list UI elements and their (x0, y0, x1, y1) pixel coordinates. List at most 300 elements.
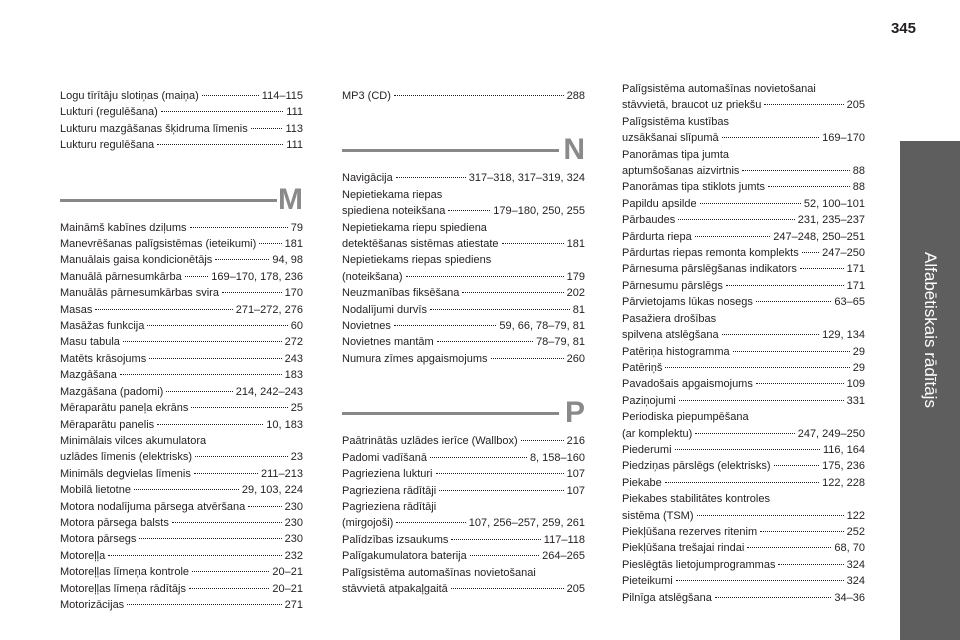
index-term: Motora pārsega balsts (60, 516, 169, 529)
index-term: Pieslēgtās lietojumprogrammas (622, 558, 776, 571)
index-entry (622, 426, 865, 442)
index-term: Pārdurta riepa (622, 230, 692, 243)
dot-leader (396, 522, 465, 523)
index-pages: 113 (285, 122, 303, 135)
dot-leader (161, 111, 283, 112)
index-entry (622, 376, 865, 392)
index-term: Pilnīga atslēgšana (622, 591, 712, 604)
index-pages: 264–265 (542, 550, 585, 563)
index-entry (622, 393, 865, 409)
index-pages: 170 (284, 287, 303, 300)
index-term: Motora pārsegs (60, 533, 137, 546)
index-pages: 25 (290, 402, 303, 415)
dot-leader (697, 515, 844, 516)
index-entry-first-line: Palīgsistēma kustības (622, 115, 729, 128)
index-entry (60, 302, 303, 318)
index-term: stāvvietā, braucot uz priekšu (622, 99, 762, 112)
index-pages: 63–65 (834, 296, 865, 309)
dot-leader (722, 334, 820, 335)
index-entry (622, 344, 865, 360)
index-pages: 231, 235–237 (797, 214, 865, 227)
index-entry (60, 334, 303, 350)
index-entry (342, 466, 585, 482)
dot-leader (437, 341, 533, 342)
index-pages: 181 (284, 238, 303, 251)
index-pages: 211–213 (260, 467, 303, 480)
index-term: Numura zīmes apgaismojums (342, 352, 488, 365)
index-entry (622, 130, 865, 146)
index-section-l (60, 88, 303, 154)
index-pages: 29 (852, 345, 865, 358)
index-entry (622, 458, 865, 474)
index-term: Minimāls degvielas līmenis (60, 467, 191, 480)
index-pages: 114–115 (261, 90, 303, 102)
index-term: (noteikšana) (342, 270, 403, 283)
index-entry (60, 531, 303, 547)
index-pages: 107 (566, 468, 585, 481)
index-entry (342, 450, 585, 466)
index-pages: 68, 70 (834, 542, 865, 555)
index-entry (342, 285, 585, 301)
index-entry-first-line: Palīgsistēma automašīnas novietošanai (342, 566, 536, 579)
dot-leader (190, 227, 288, 228)
letter-rule (342, 412, 559, 415)
index-term: Novietnes (342, 320, 391, 333)
letter-rule (342, 149, 559, 152)
index-pages: 20–21 (272, 566, 303, 579)
index-entry (622, 327, 865, 343)
index-pages: 78–79, 81 (536, 336, 585, 349)
index-column-2 (342, 88, 585, 601)
index-term: Mēraparātu panelis (60, 418, 155, 431)
index-term: Piekļūšana rezerves ritenim (622, 525, 758, 538)
index-entry (622, 590, 865, 606)
index-pages: 243 (284, 352, 303, 365)
index-term: Masāžas funkcija (60, 320, 145, 333)
index-entry (342, 302, 585, 318)
index-entry (622, 261, 865, 277)
index-pages: 34–36 (834, 591, 865, 604)
dot-leader (695, 236, 771, 237)
index-pages: 324 (846, 558, 865, 571)
index-term: uzsākšanai slīpumā (622, 132, 719, 145)
index-term: Paziņojumi (622, 394, 676, 407)
index-term: Nodalījumi durvīs (342, 303, 427, 316)
index-pages: 247, 249–250 (797, 427, 865, 440)
index-term: Palīgakumulatora baterija (342, 550, 467, 563)
index-entry (622, 524, 865, 540)
index-term: Papildu apsilde (622, 197, 697, 210)
index-pages: 230 (284, 516, 303, 529)
index-section-p (342, 433, 585, 597)
index-entry-first-line: Nepietiekama riepu spiediena (342, 221, 487, 234)
index-pages: 272 (284, 336, 303, 349)
letter-rule (60, 199, 277, 202)
index-pages: 175, 236 (822, 460, 865, 473)
index-column-1 (60, 88, 303, 617)
dot-leader (678, 219, 794, 220)
index-pages: 107 (566, 484, 585, 497)
index-entry (342, 515, 585, 531)
index-entry (60, 417, 303, 433)
dot-leader (191, 407, 287, 408)
dot-leader (172, 522, 282, 523)
index-entry (622, 97, 865, 113)
index-entry (60, 515, 303, 531)
index-entry (622, 442, 865, 458)
index-term: Motoreļļa (60, 549, 106, 562)
dot-leader (394, 95, 564, 96)
side-tab-label: Alfabētiskais rādītājs (921, 252, 940, 408)
index-entry-first-line: Periodiska piepumpēšana (622, 411, 749, 424)
dot-leader (733, 351, 850, 352)
index-term: Motora nodalījuma pārsega atvēršana (60, 500, 246, 513)
index-term: Patēriņa histogramma (622, 345, 730, 358)
dot-leader (95, 309, 232, 310)
index-term: Lukturu regulēšana (60, 139, 155, 152)
dot-leader (747, 547, 831, 548)
dot-leader (166, 391, 232, 392)
dot-leader (396, 177, 466, 178)
dot-leader (491, 358, 564, 359)
dot-leader (406, 276, 564, 277)
index-term: Piederumi (622, 443, 672, 456)
index-entry (622, 163, 865, 179)
index-term: Novietnes mantām (342, 336, 434, 349)
index-term: Pārdurtas riepas remonta komplekts (622, 247, 799, 260)
dot-leader (120, 374, 282, 375)
dot-leader (123, 341, 282, 342)
index-entry (60, 581, 303, 597)
letter-n: N (563, 133, 585, 167)
letter-p: P (564, 396, 585, 430)
index-entry-first-line: Palīgsistēma automašīnas novietošanai (622, 83, 816, 95)
index-pages: 252 (846, 525, 865, 538)
index-term: Piekabe (622, 476, 662, 489)
index-pages: 230 (284, 500, 303, 513)
index-pages: 60 (290, 320, 303, 333)
index-pages: 94, 98 (272, 254, 303, 267)
index-pages: 331 (846, 394, 865, 407)
dot-leader (502, 243, 564, 244)
dot-leader (722, 137, 820, 138)
index-entry (622, 278, 865, 294)
index-entry (60, 121, 303, 137)
dot-leader (470, 555, 539, 556)
index-section-n (342, 170, 585, 367)
index-entry (342, 170, 585, 186)
letter-m: M (278, 182, 303, 216)
index-pages: 107, 256–257, 259, 261 (468, 517, 585, 530)
dot-leader (764, 104, 843, 105)
dot-leader (157, 424, 263, 425)
index-term: Paātrinātās uzlādes ierīce (Wallbox) (342, 435, 518, 448)
index-term: Piekļūšana trešajai rindai (622, 542, 745, 555)
index-pages: 232 (284, 549, 303, 562)
index-entry (60, 466, 303, 482)
index-pages: 179–180, 250, 255 (493, 205, 585, 218)
dot-leader (157, 144, 283, 145)
dot-leader (675, 449, 820, 450)
index-section-p-continued (622, 81, 865, 606)
index-pages: 109 (846, 378, 865, 391)
index-entry (60, 449, 303, 465)
index-term: Navigācija (342, 172, 393, 185)
index-term: Manuālā pārnesumkārba (60, 270, 182, 283)
dot-leader (430, 457, 527, 458)
index-entry (60, 400, 303, 416)
dot-leader (802, 252, 819, 253)
dot-leader (676, 580, 844, 581)
index-term: Patēriņš (622, 361, 663, 374)
index-entry-first-line: Pagrieziena rādītāji (342, 500, 437, 513)
index-pages: 23 (290, 451, 303, 464)
index-pages: 247–248, 250–251 (773, 230, 865, 243)
index-term: aptumšošanas aizvirtnis (622, 165, 740, 178)
dot-leader (439, 490, 563, 491)
index-term: Pārnesuma pārslēgšanas indikators (622, 263, 797, 276)
index-pages: 122 (846, 509, 865, 522)
index-pages: 59, 66, 78–79, 81 (499, 320, 585, 333)
index-term: spilvena atslēgšana (622, 329, 719, 342)
index-term: detektēšanas sistēmas atiestate (342, 238, 499, 251)
index-pages: 205 (566, 582, 585, 595)
index-entry (60, 318, 303, 334)
index-entry (622, 557, 865, 573)
index-pages: 122, 228 (822, 476, 865, 489)
index-entry-first-line: Pasažiera drošības (622, 312, 717, 325)
index-entry (342, 334, 585, 350)
page-number: 345 (890, 20, 916, 37)
index-entry (622, 540, 865, 556)
index-entry (342, 236, 585, 252)
dot-leader (451, 588, 564, 589)
dot-leader (248, 506, 281, 507)
dot-leader (194, 473, 258, 474)
index-term: Matēts krāsojums (60, 352, 147, 365)
index-term: (mirgojoši) (342, 517, 394, 530)
index-pages: 52, 100–101 (803, 197, 865, 210)
dot-leader (436, 473, 564, 474)
index-pages: 171 (846, 263, 865, 276)
index-term: Pārbaudes (622, 214, 676, 227)
index-entry (342, 483, 585, 499)
index-term: Mēraparātu paneļa ekrāns (60, 402, 189, 415)
index-entry (622, 360, 865, 376)
index-term: Pārvietojams lūkas nosegs (622, 296, 753, 309)
dot-leader (139, 538, 281, 539)
index-entry-first-line: Nepietiekama riepas (342, 188, 443, 201)
index-entry (342, 88, 585, 104)
index-entry (60, 137, 303, 153)
dot-leader (147, 325, 287, 326)
index-entry (60, 351, 303, 367)
dot-leader (760, 531, 844, 532)
index-pages: 202 (566, 287, 585, 300)
index-pages: 111 (286, 106, 303, 119)
index-entry (342, 581, 585, 597)
dot-leader (189, 588, 269, 589)
index-term: spiediena noteikšana (342, 205, 446, 218)
index-term: Pārnesumu pārslēgs (622, 279, 723, 292)
index-pages: 169–170 (822, 132, 865, 145)
index-entry (342, 351, 585, 367)
index-term: Motoreļļas līmeņa rādītājs (60, 582, 186, 595)
dot-leader (215, 259, 269, 260)
index-term: Pieteikumi (622, 575, 673, 588)
dot-leader (127, 604, 281, 605)
index-entry (60, 252, 303, 268)
index-entry-first-line: Minimālais vilces akumulatora (60, 434, 207, 447)
index-entry (342, 269, 585, 285)
index-term: Lukturi (regulēšana) (60, 106, 158, 119)
dot-leader (665, 482, 819, 483)
dot-leader (192, 571, 269, 572)
index-pages: 214, 242–243 (235, 385, 303, 398)
index-pages: 288 (566, 90, 585, 102)
index-entry (60, 236, 303, 252)
index-entry-first-line: Nepietiekams riepas spiediens (342, 254, 492, 267)
index-pages: 29, 103, 224 (241, 484, 303, 497)
index-entry (60, 269, 303, 285)
index-entry (622, 573, 865, 589)
index-term: Piedziņas pārslēgs (elektrisks) (622, 460, 771, 473)
index-entry (60, 220, 303, 236)
index-entry (60, 597, 303, 613)
index-pages: 179 (566, 270, 585, 283)
index-term: Maināmš kabīnes dziļums (60, 221, 187, 234)
index-entry (622, 508, 865, 524)
dot-leader (195, 456, 288, 457)
index-term: Manevrēšanas palīgsistēmas (ieteikumi) (60, 238, 257, 251)
index-term: Manuālās pārnesumkārbas svira (60, 287, 219, 300)
index-term: MP3 (CD) (342, 90, 391, 102)
index-column-3 (622, 81, 865, 610)
index-term: Pagrieziena lukturi (342, 468, 433, 481)
index-term: Masas (60, 303, 93, 316)
dot-leader (451, 539, 540, 540)
dot-leader (768, 186, 850, 187)
index-entry (60, 384, 303, 400)
index-term: (ar komplektu) (622, 427, 693, 440)
index-pages: 111 (286, 139, 303, 152)
index-term: Mazgāšana (padomi) (60, 385, 164, 398)
index-entry (60, 285, 303, 301)
index-pages: 129, 134 (822, 329, 865, 342)
dot-leader (259, 243, 281, 244)
index-term: sistēma (TSM) (622, 509, 694, 522)
dot-leader (700, 203, 801, 204)
index-pages: 81 (572, 303, 585, 316)
index-pages: 216 (566, 435, 585, 448)
dot-leader (742, 170, 849, 171)
dot-leader (222, 292, 282, 293)
index-term: Motorizācijas (60, 598, 125, 611)
index-term: uzlādes līmenis (elektrisks) (60, 451, 193, 464)
index-term: stāvvietā atpakaļgaitā (342, 582, 448, 595)
index-term: Manuālais gaisa kondicionētājs (60, 254, 213, 267)
index-pages: 247–250 (822, 247, 865, 260)
dot-leader (726, 285, 844, 286)
index-pages: 171 (846, 279, 865, 292)
index-pages: 169–170, 178, 236 (211, 270, 303, 283)
index-term: Pagrieziena rādītāji (342, 484, 437, 497)
dot-leader (108, 555, 281, 556)
index-pages: 117–118 (543, 533, 585, 546)
index-term: Panorāmas tipa stiklots jumts (622, 181, 766, 194)
dot-leader (715, 597, 832, 598)
index-pages: 230 (284, 533, 303, 546)
index-term: Padomi vadīšanā (342, 451, 427, 464)
index-term: Palīdzības izsaukums (342, 533, 449, 546)
dot-leader (134, 489, 239, 490)
index-pages: 8, 158–160 (529, 451, 585, 464)
index-entry (622, 229, 865, 245)
index-term: Logu tīrītāju slotiņas (maiņa) (60, 90, 199, 102)
index-pages: 183 (284, 369, 303, 382)
letter-header-m (60, 180, 303, 220)
dot-leader (756, 301, 832, 302)
dot-leader (756, 383, 844, 384)
dot-leader (394, 325, 496, 326)
index-pages: 10, 183 (266, 418, 303, 431)
index-entry (342, 318, 585, 334)
index-term: Motoreļļas līmeņa kontrole (60, 566, 190, 579)
index-entry-first-line: Piekabes stabilitātes kontroles (622, 493, 770, 506)
index-section-m (60, 220, 303, 614)
dot-leader (251, 128, 283, 129)
dot-leader (448, 210, 490, 211)
index-entry (622, 475, 865, 491)
index-term: Neuzmanības fiksēšana (342, 287, 460, 300)
index-entry (60, 564, 303, 580)
index-pages: 260 (566, 352, 585, 365)
dot-leader (462, 292, 563, 293)
index-entry (622, 179, 865, 195)
index-entry-first-line: Panorāmas tipa jumta (622, 148, 729, 161)
index-pages: 88 (852, 181, 865, 194)
index-entry (342, 548, 585, 564)
index-pages: 205 (846, 99, 865, 112)
index-entry (622, 245, 865, 261)
dot-leader (185, 276, 209, 277)
index-entry (60, 482, 303, 498)
index-entry (622, 212, 865, 228)
index-entry (342, 532, 585, 548)
index-pages: 29 (852, 361, 865, 374)
index-entry (342, 433, 585, 449)
index-pages: 88 (852, 165, 865, 178)
dot-leader (774, 465, 820, 466)
index-section-mp3 (342, 88, 585, 104)
dot-leader (430, 309, 570, 310)
index-pages: 79 (290, 221, 303, 234)
index-pages: 317–318, 317–319, 324 (468, 172, 585, 185)
index-entry (622, 196, 865, 212)
index-pages: 20–21 (272, 582, 303, 595)
index-entry (622, 294, 865, 310)
index-term: Lukturu mazgāšanas šķidruma līmenis (60, 122, 248, 135)
dot-leader (695, 433, 794, 434)
index-pages: 181 (566, 238, 585, 251)
index-entry (60, 499, 303, 515)
index-pages: 271 (284, 598, 303, 611)
index-term: Mobilā lietotne (60, 484, 131, 497)
index-term: Mazgāšana (60, 369, 117, 382)
index-entry (342, 203, 585, 219)
dot-leader (202, 95, 259, 96)
index-term: Masu tabula (60, 336, 120, 349)
